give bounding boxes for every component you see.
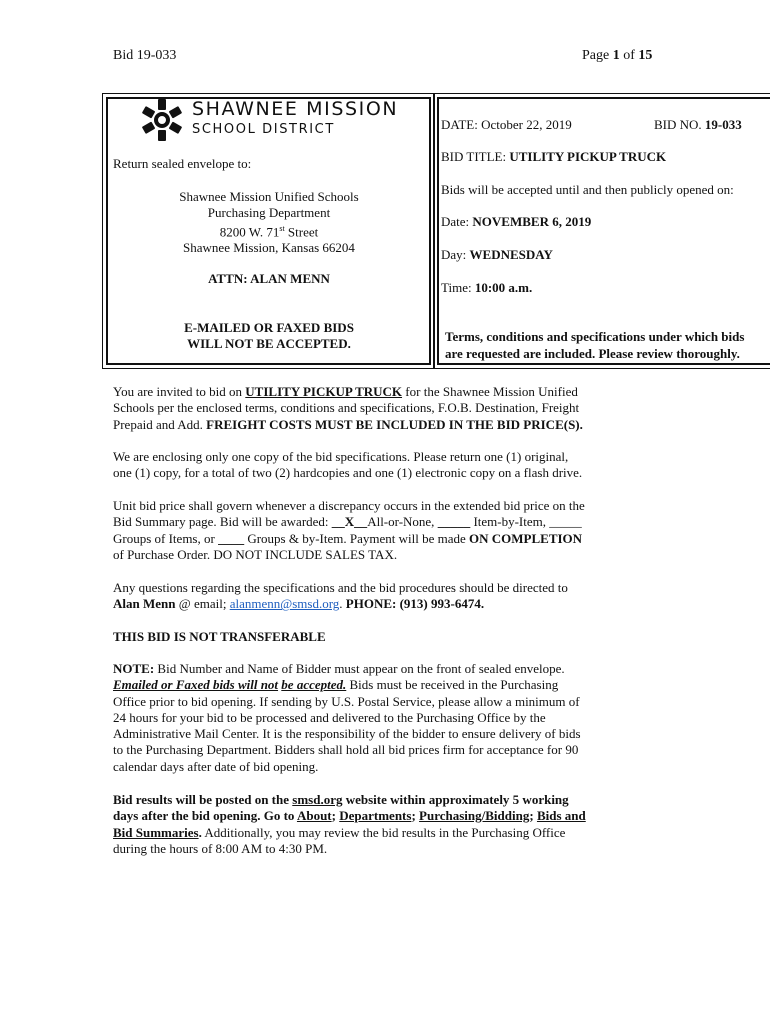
bid-info-box — [437, 97, 770, 365]
text-run: Bid results will be posted on the — [113, 792, 293, 807]
text-line: Any questions regarding the specifications and the bid procedures should be directed to — [113, 580, 568, 595]
page-current: 1 — [612, 48, 620, 63]
text-run: You are invited to bid on — [113, 384, 246, 399]
return-label: Return sealed envelope to: — [113, 156, 252, 171]
nav-purchasing-link[interactable]: Purchasing/Bidding — [419, 808, 530, 824]
bid-title-label: BID TITLE: — [441, 149, 510, 164]
text-run: . — [339, 596, 346, 612]
nav-departments-link[interactable]: Departments — [339, 808, 412, 824]
street-number: 8200 W. 71 — [219, 224, 280, 240]
opening-date — [441, 214, 591, 230]
bidno-value: 19-033 — [704, 117, 742, 132]
text-run: Prepaid and Add. — [113, 416, 207, 432]
text-line: Administrative Mail Center. It is the responsibility of the bidder to ensure delivery of bids — [113, 726, 581, 742]
text-line: of Purchase Order. DO NOT INCLUDE SALES TAX. — [113, 546, 398, 562]
attention-line: ATTN: ALAN MENN — [208, 271, 330, 286]
contact-name: Alan Menn — [113, 596, 176, 612]
opening-time — [441, 280, 532, 296]
all-or-none-mark: __X__ — [331, 514, 368, 530]
award-paragraph — [113, 498, 633, 563]
street-suffix: st — [279, 224, 285, 233]
contact-phone: PHONE: (913) 993-6474. — [345, 596, 485, 612]
text-run: Groups & by-Item. Payment will be made — [244, 530, 470, 546]
bid-title — [441, 149, 666, 165]
terms-line: are requested are included. Please review thoroughly. — [445, 345, 740, 361]
date-label: DATE: — [441, 117, 482, 132]
address-line: Shawnee Mission, Kansas 66204 — [183, 240, 355, 256]
text-run: Additionally, you may review the bid results in the Purchasing Office — [201, 824, 566, 840]
contact-email-link[interactable]: alanmenn@smsd.org — [229, 596, 340, 612]
invitation-paragraph — [113, 384, 633, 433]
address-line — [108, 221, 430, 240]
email-fax-notice — [108, 320, 430, 352]
text-line: to the Purchasing Department. Bidders shall hold all bid prices firm for acceptance for 90 — [113, 742, 579, 758]
text-run: . — [198, 824, 202, 840]
text-line: Unit bid price shall govern whenever a discrepancy occurs in the extended bid price on the — [113, 498, 585, 513]
website-link[interactable]: smsd.org — [292, 792, 343, 807]
text-run: website within approximately 5 working — [342, 792, 569, 807]
notice-line: E-MAILED OR FAXED BIDS — [184, 320, 354, 335]
date-value: October 22, 2019 — [481, 117, 572, 132]
issue-date — [441, 117, 572, 133]
text-line: calendar days after date of bid opening. — [113, 758, 319, 774]
text-run: days after the bid opening. Go to — [113, 808, 297, 824]
groups-by-item-blank: ____ — [218, 530, 245, 546]
copies-paragraph — [113, 449, 633, 482]
bid-number — [654, 117, 742, 133]
opening-time-value: 10:00 a.m. — [474, 280, 533, 295]
address-line: Purchasing Department — [207, 205, 331, 220]
opening-time-label: Time: — [441, 280, 475, 295]
text-run: Bid Summary page. Bid will be awarded: — [113, 514, 332, 530]
text-run: ; — [529, 808, 537, 824]
opening-date-label: Date: — [441, 214, 473, 229]
text-line: Schools per the enclosed terms, conditions and specifications, F.O.B. Destination, Freight — [113, 400, 580, 416]
note-label: NOTE: — [113, 661, 155, 676]
transfer-notice-text: THIS BID IS NOT TRANSFERABLE — [113, 629, 326, 644]
nav-bids-link[interactable]: Bids and — [536, 808, 586, 824]
text-run: for the Shawnee Mission Unified — [402, 384, 578, 399]
page-of: of — [619, 48, 639, 63]
text-run: Bids must be received in the Purchasing — [346, 677, 559, 693]
text-run: ; — [331, 808, 340, 824]
page-total: 15 — [638, 48, 653, 63]
terms-notice — [445, 329, 744, 362]
text-run: Bid Number and Name of Bidder must appear on the front of sealed envelope. — [154, 661, 565, 676]
text-line: Office prior to bid opening. If sending by U.S. Postal Service, please allow a minimum of — [113, 693, 580, 709]
results-paragraph — [113, 792, 633, 857]
street-tail: Street — [284, 224, 319, 240]
bid-reference: Bid 19-033 — [113, 48, 177, 63]
bid-title-value: UTILITY PICKUP TRUCK — [509, 149, 667, 164]
item-by-item-blank: _____ — [437, 514, 471, 530]
text-line: during the hours of 8:00 AM to 4:30 PM. — [113, 840, 328, 856]
text-line: We are enclosing only one copy of the bid specifications. Please return one (1) original, — [113, 449, 569, 464]
logo-subtitle: SCHOOL DISTRICT — [192, 122, 335, 137]
text-line: one (1) copy, for a total of two (2) hardcopies and one (1) electronic copy on a flash drive. — [113, 465, 583, 481]
page-counter — [582, 48, 652, 64]
text-run: Item-by-Item, — [470, 514, 550, 530]
acceptance-statement: Bids will be accepted until and then publicly opened on: — [441, 182, 734, 197]
text-run: @ email; — [175, 596, 230, 612]
mailing-address — [108, 189, 430, 256]
contact-paragraph — [113, 580, 633, 613]
groups-blank: _____ — [549, 514, 582, 530]
transfer-notice — [113, 629, 633, 645]
terms-line: Terms, conditions and specifications under which bids — [445, 329, 745, 344]
text-run: Groups of Items, or — [113, 530, 219, 546]
bidno-label: BID NO. — [654, 117, 705, 132]
opening-day-value: WEDNESDAY — [469, 247, 553, 262]
district-star-icon — [140, 99, 184, 141]
text-run: All-or-None, — [367, 514, 438, 530]
text-run: ; — [411, 808, 420, 824]
bid-item-name: UTILITY PICKUP TRUCK — [245, 384, 403, 399]
notice-line: WILL NOT BE ACCEPTED. — [187, 336, 351, 351]
email-fax-warning: be accepted. — [281, 677, 347, 693]
note-paragraph — [113, 661, 633, 775]
nav-bid-summaries-link[interactable]: Bid Summaries — [113, 824, 199, 840]
opening-day — [441, 247, 553, 263]
logo-name: SHAWNEE MISSION — [192, 98, 399, 120]
payment-terms: ON COMPLETION — [469, 530, 583, 546]
text-line: 24 hours for your bid to be processed and delivered to the Purchasing Office by the — [113, 709, 546, 725]
opening-day-label: Day: — [441, 247, 470, 262]
freight-notice: FREIGHT COSTS MUST BE INCLUDED IN THE BID PRICE(S). — [206, 416, 583, 432]
nav-about-link[interactable]: About — [296, 808, 332, 824]
page-prefix: Page — [582, 48, 613, 63]
opening-date-value: NOVEMBER 6, 2019 — [472, 214, 592, 229]
email-fax-warning: Emailed or Faxed bids will not — [113, 677, 279, 693]
address-line: Shawnee Mission Unified Schools — [179, 189, 359, 204]
